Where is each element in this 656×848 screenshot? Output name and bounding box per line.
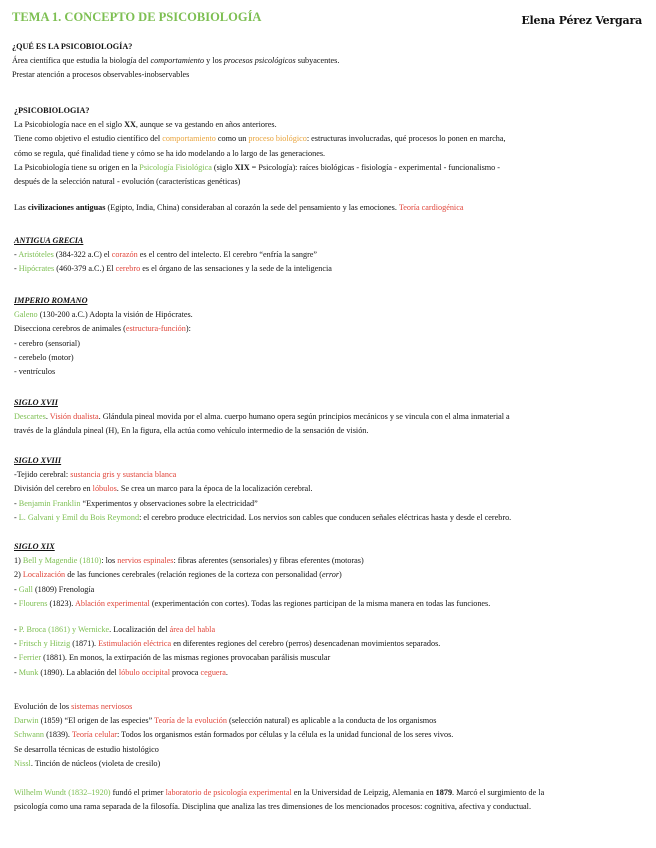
text: error <box>322 570 340 580</box>
text: Galeno <box>14 310 38 320</box>
text: Wilhelm Wundt (1832–1920) <box>14 788 111 797</box>
text: XX <box>124 120 136 130</box>
siglo-xviii-section <box>14 454 646 525</box>
s19-line-1 <box>14 554 646 568</box>
text: proceso biológico <box>248 134 307 144</box>
text: subyacentes. <box>295 56 340 66</box>
text: - <box>14 584 19 594</box>
intro-section <box>12 40 644 83</box>
psico-line-1 <box>14 118 646 132</box>
text: lóbulo occipital <box>118 667 170 677</box>
text: fundó el primer <box>110 788 166 797</box>
grecia-line-1 <box>14 248 646 262</box>
wundt-line-2: psicología como una rama separada de la filosofía. Disciplina que analiza las tres dimensiones de los mencionados procesos: cognitiva, afectiva y conductual. <box>14 802 532 812</box>
text: Localización <box>22 570 66 580</box>
text: Flourens <box>18 598 48 608</box>
text: La Psicobiología tiene su origen en la <box>14 162 140 172</box>
psico-line-3: cómo se regula, qué finalidad tiene y cómo se ha ido modelando a lo largo de las generaciones. <box>14 148 326 158</box>
text: comportamiento <box>162 134 216 144</box>
text: Gall <box>18 584 33 594</box>
text: - <box>14 498 19 508</box>
text: (experimentación con cortes). Todas las regiones participan de la misma manera en todas las funciones. <box>149 598 491 608</box>
text: Teoría de la evolución <box>154 716 227 726</box>
text: Las <box>14 203 28 213</box>
text: División del cerebro en <box>14 484 93 494</box>
text: - <box>14 250 19 260</box>
siglo-xix-heading: SIGLO XIX <box>14 542 55 551</box>
civilizaciones-line <box>14 201 646 215</box>
text: La Psicobiología nace en el siglo <box>14 120 125 130</box>
text: Ferrier <box>18 653 42 663</box>
text: Aristóteles <box>18 250 54 260</box>
text: (1859) “El origen de las especies” <box>38 716 155 726</box>
text: . Tinción de núcleos (violeta de cresilo) <box>30 758 161 768</box>
roma-line-3: - cerebro (sensorial) <box>14 338 80 348</box>
intro-heading: ¿QUÉ ES LA PSICOBIOLOGÍA? <box>12 42 133 51</box>
psico-heading: ¿PSICOBIOLOGIA? <box>14 106 90 115</box>
text: comportamiento <box>150 56 205 66</box>
text: : el cerebro produce electricidad. Los nervios son cables que conducen señales eléctricas hasta y desde el cerebro. <box>139 512 512 522</box>
text: estructura-función <box>125 324 186 334</box>
text: (130-200 a.C.) Adopta la visión de Hipócrates. <box>37 310 193 320</box>
text: sistemas nerviosos <box>71 702 133 711</box>
text: Estimulación eléctrica <box>98 639 172 649</box>
text: ceguera <box>200 667 226 677</box>
text: (384-322 a.C) el <box>53 250 112 260</box>
roma-line-4: - cerebelo (motor) <box>14 352 74 362</box>
text: “Experimentos y observaciones sobre la electricidad” <box>80 498 258 508</box>
siglo-xviii-heading: SIGLO XVIII <box>14 456 62 465</box>
text: L. Galvani y Emil du Bois Reymond <box>18 512 140 522</box>
text: 2) <box>14 570 23 580</box>
text: nervios espinales <box>117 556 174 566</box>
text: Evolución de los <box>14 702 72 711</box>
text: (460-379 a.C.) El <box>54 264 116 274</box>
s18-line-2 <box>14 482 646 496</box>
text: como un <box>215 134 249 144</box>
text: Descartes <box>14 412 46 422</box>
text: corazón <box>111 250 138 260</box>
text: : Todos los organismos están formados por células y la célula es la unidad funcional de los seres vivos. <box>116 730 454 740</box>
s18-line-3 <box>14 497 646 511</box>
text: . Marcó el surgimiento de la <box>452 788 545 797</box>
text: Ablación experimental <box>74 598 150 608</box>
psico-line-5: después de la selección natural - evolución (características genéticas) <box>14 177 241 187</box>
text: (1839). <box>44 730 72 740</box>
text: Nissl <box>14 758 31 768</box>
s19-line-4 <box>14 597 646 611</box>
psico-line-4 <box>14 161 646 175</box>
text: (1881). En monos, la extirpación de las mismas regiones provocaban parálisis muscular <box>41 653 331 663</box>
wundt-line-1 <box>14 786 646 800</box>
text: - <box>14 598 19 608</box>
text: 1879 <box>435 788 453 797</box>
author-name: Elena Pérez Vergara <box>521 14 642 27</box>
text: . Glándula pineal movida por el alma. cuerpo humano opera según principios mecánicos y se vincula con el alma inmaterial a <box>98 412 510 422</box>
text: de las funciones cerebrales (relación regiones de la corteza con personalidad ( <box>65 570 323 580</box>
intro-line-1 <box>12 54 644 68</box>
text: (selección natural) es aplicable a la conducta de los organismos <box>227 716 437 726</box>
text: . Localización del <box>109 625 170 635</box>
text: . <box>225 667 228 677</box>
s19-line-3 <box>14 583 646 597</box>
text: Bell y Magendie (1810) <box>22 556 102 566</box>
siglo-xvii-section <box>14 396 646 439</box>
page-title: TEMA 1. CONCEPTO DE PSICOBIOLOGÍA <box>12 10 262 24</box>
text: laboratorio de psicología experimental <box>165 788 292 797</box>
text: Visión dualista <box>49 412 99 422</box>
evo-line-4: Se desarrolla técnicas de estudio histológico <box>14 744 159 754</box>
text: P. Broca (1861) y Wernicke <box>18 625 110 635</box>
text: - <box>14 653 19 663</box>
text: Teoría celular <box>71 730 117 740</box>
text: cerebro <box>115 264 141 274</box>
s19-line-2 <box>14 568 646 582</box>
text: Disecciona cerebros de animales ( <box>14 324 126 334</box>
s19-line-7 <box>14 651 646 665</box>
text: XIX <box>234 162 250 172</box>
spacer <box>14 611 646 623</box>
text: Hipócrates <box>18 264 55 274</box>
text: - <box>14 667 19 677</box>
roma-heading: IMPERIO ROMANO <box>14 296 88 305</box>
siglo-xix-section <box>14 540 646 680</box>
s18-line-4 <box>14 511 646 525</box>
text: , aunque se va gestando en años anteriores. <box>135 120 277 130</box>
evolucion-section <box>14 700 646 771</box>
evo-line-2 <box>14 714 646 728</box>
text: Psicología Fisiológica <box>139 162 212 172</box>
text: es el órgano de las sensaciones y la sede de la inteligencia <box>140 264 332 274</box>
s17-line-2: través de la glándula pineal (H), En la figura, ella actúa como vehículo intermedio de la sensación de visión. <box>14 426 369 436</box>
text: y los <box>204 56 224 66</box>
text: es el centro del intelecto. El cerebro “enfría la sangre” <box>137 250 318 260</box>
text: (1871). <box>70 639 99 649</box>
text: procesos psicológicos <box>223 56 296 66</box>
text: : fibras aferentes (sensoriales) y fibras eferentes (motoras) <box>173 556 364 566</box>
psicobiologia-section <box>14 104 646 215</box>
text: 1) <box>14 556 23 566</box>
text: en la Universidad de Leipzig, Alemania en <box>291 788 436 797</box>
text: (1890). La ablación del <box>38 667 119 677</box>
text: ) <box>339 570 342 580</box>
text: ): <box>185 324 191 334</box>
s18-line-1 <box>14 468 646 482</box>
text: Schwann <box>14 730 45 740</box>
roma-line-1 <box>14 308 646 322</box>
text: - <box>14 512 19 522</box>
s19-line-8 <box>14 666 646 680</box>
s17-line-1 <box>14 410 646 424</box>
text: Munk <box>18 667 39 677</box>
text: -Tejido cerebral: <box>14 470 71 480</box>
psico-line-2 <box>14 132 646 146</box>
text: . Se crea un marco para la época de la localización cerebral. <box>116 484 313 494</box>
text: : los <box>101 556 118 566</box>
wundt-section <box>14 786 646 814</box>
text: - <box>14 625 19 635</box>
grecia-section <box>14 234 646 277</box>
evo-line-3 <box>14 728 646 742</box>
s19-line-6 <box>14 637 646 651</box>
roma-line-2 <box>14 322 646 336</box>
text: Teoría cardiogénica <box>398 203 464 213</box>
siglo-xvii-heading: SIGLO XVII <box>14 398 58 407</box>
text: Tiene como objetivo el estudio científico del <box>14 134 163 144</box>
text: (1809) Frenología <box>32 584 95 594</box>
roma-section <box>14 294 646 379</box>
text: área del habla <box>169 625 216 635</box>
evo-line-5 <box>14 757 646 771</box>
text: (siglo <box>211 162 235 172</box>
text: - <box>14 639 19 649</box>
text: . <box>45 412 50 422</box>
text: sustancia gris y sustancia blanca <box>70 470 177 480</box>
intro-line-2: Prestar atención a procesos observables-inobservables <box>12 70 190 80</box>
text: (1823). <box>47 598 75 608</box>
text: - <box>14 264 19 274</box>
text: lóbulos <box>92 484 117 494</box>
grecia-line-2 <box>14 262 646 276</box>
evo-line-1 <box>14 700 646 714</box>
text: Fritsch y Hitzig <box>18 639 71 649</box>
text: provoca <box>170 667 201 677</box>
text: Darwin <box>14 716 39 726</box>
text: Área científica que estudia la biología del <box>12 56 151 66</box>
text: Benjamin Franklin <box>18 498 81 508</box>
text: : estructuras involucradas, qué procesos lo ponen en marcha, <box>306 134 506 144</box>
text: (Egipto, India, China) consideraban al corazón la sede del pensamiento y las emociones. <box>105 203 399 213</box>
grecia-heading: ANTIGUA GRECIA <box>14 236 84 245</box>
spacer <box>14 189 646 201</box>
text: civilizaciones antiguas <box>27 203 106 213</box>
text: en diferentes regiones del cerebro (perros) desencadenan movimientos separados. <box>171 639 441 649</box>
text: = Psicología): raíces biológicas - fisiología - experimental - funcionalismo - <box>249 162 501 172</box>
roma-line-5: - ventrículos <box>14 367 56 377</box>
s19-line-5 <box>14 623 646 637</box>
